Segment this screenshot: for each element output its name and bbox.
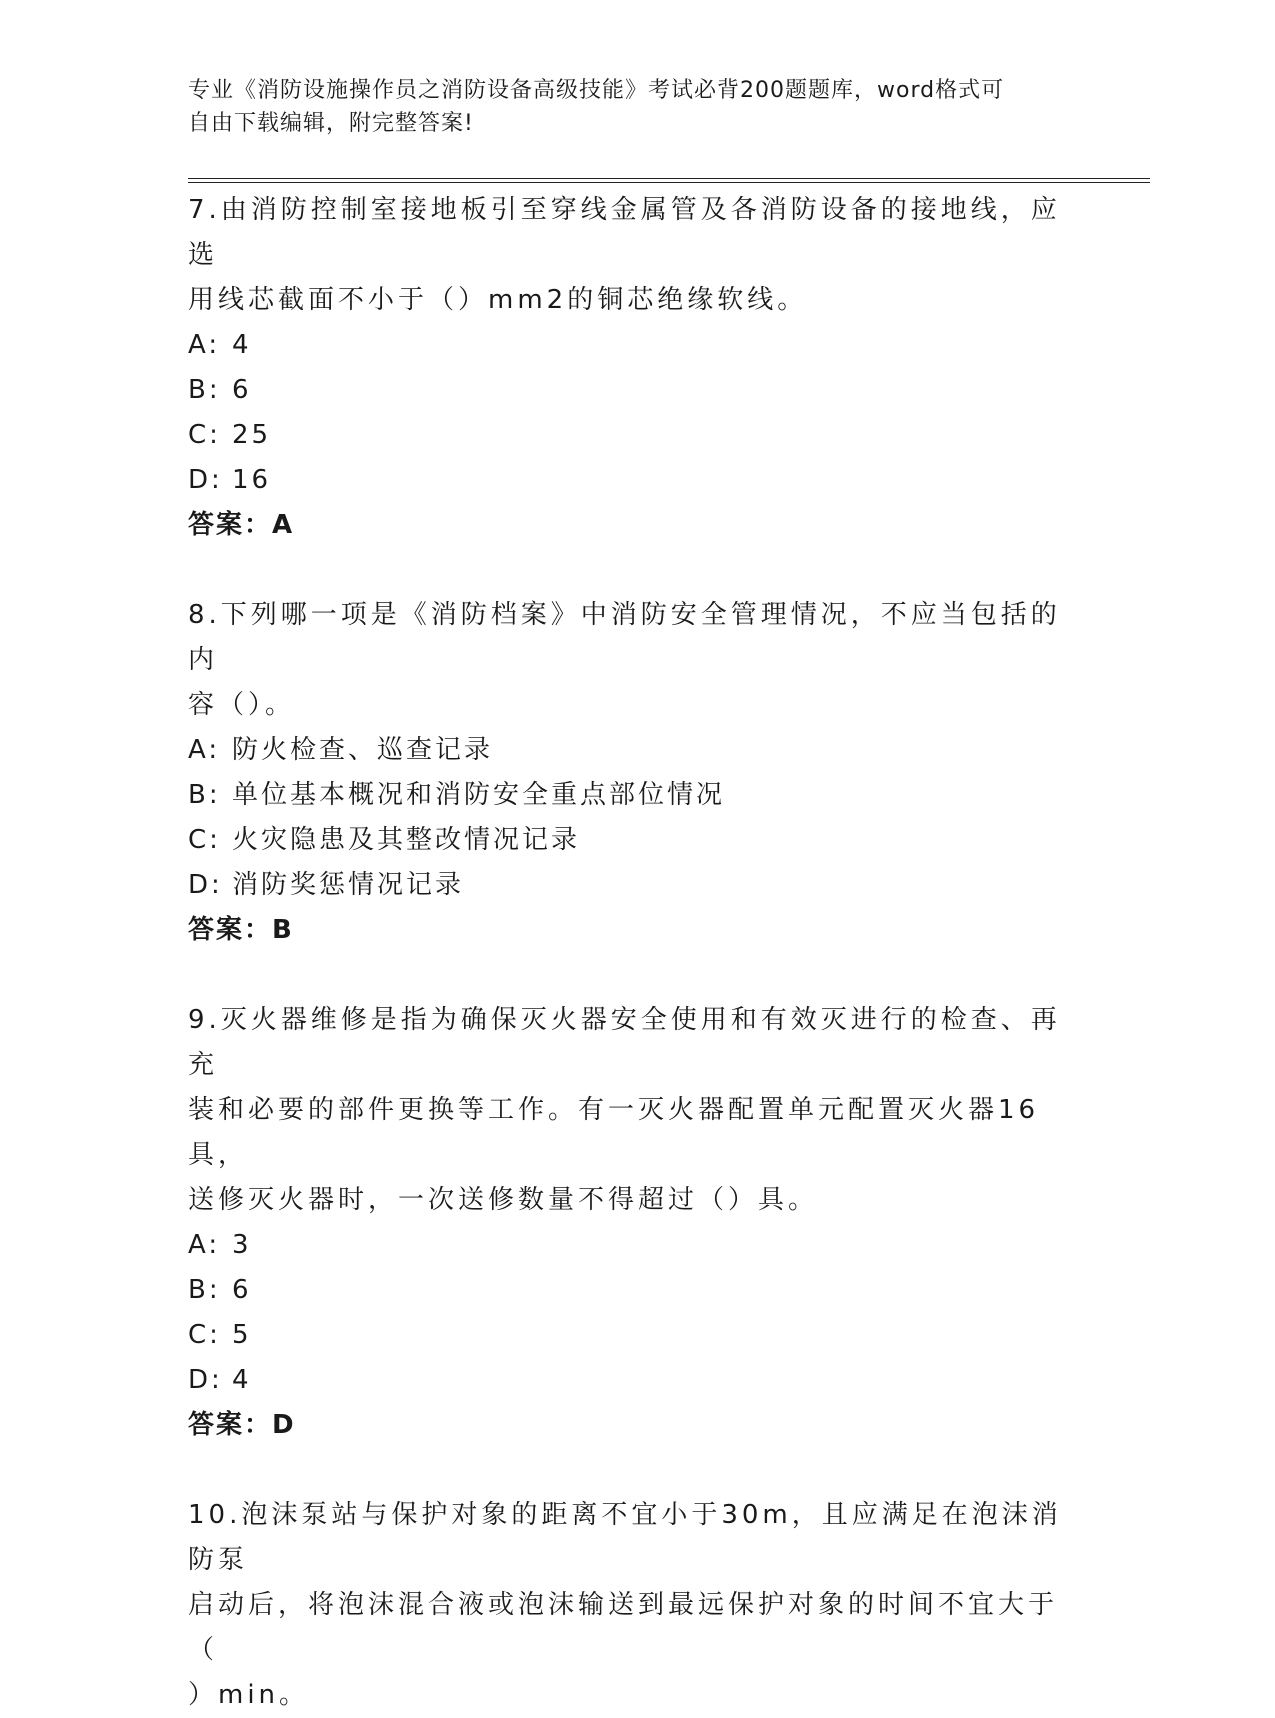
document-header <box>188 74 1068 140</box>
question-9 <box>188 998 1068 1448</box>
question-10 <box>188 1493 1068 1718</box>
option-letter: D: <box>188 870 223 900</box>
question-text-line: ）min。 <box>188 1680 310 1710</box>
header-line-1: 专业《消防设施操作员之消防设备高级技能》考试必背200题题库，word格式可 <box>188 78 1005 103</box>
option-a <box>188 323 1068 368</box>
question-spacer <box>188 953 1068 998</box>
option-letter: A: <box>188 1230 221 1260</box>
option-letter: C: <box>188 1320 221 1350</box>
question-spacer <box>188 548 1068 593</box>
question-text-line: 装和必要的部件更换等工作。有一灭火器配置单元配置灭火器16具， <box>188 1095 1040 1170</box>
question-text-line: 10.泡沫泵站与保护对象的距离不宜小于30m，且应满足在泡沫消防泵 <box>188 1500 1062 1575</box>
option-letter: C: <box>188 420 221 450</box>
option-b <box>188 368 1068 413</box>
option-letter: C: <box>188 825 221 855</box>
option-c <box>188 818 1068 863</box>
option-text: 4 <box>232 1365 252 1395</box>
option-letter: B: <box>188 1275 221 1305</box>
option-text: 3 <box>232 1230 252 1260</box>
option-letter: B: <box>188 780 221 810</box>
question-text-line: 送修灭火器时，一次送修数量不得超过（）具。 <box>188 1185 819 1215</box>
option-d <box>188 863 1068 908</box>
option-text: 25 <box>232 420 272 450</box>
option-c <box>188 413 1068 458</box>
option-c <box>188 1313 1068 1358</box>
option-a <box>188 728 1068 773</box>
option-text: 防火检查、巡查记录 <box>232 735 494 765</box>
answer-label: 答案：D <box>188 1410 296 1440</box>
option-text: 4 <box>232 330 252 360</box>
answer-label: 答案：B <box>188 915 294 945</box>
option-letter: A: <box>188 330 221 360</box>
option-text: 16 <box>232 465 272 495</box>
question-text-line: 7.由消防控制室接地板引至穿线金属管及各消防设备的接地线，应选 <box>188 195 1061 270</box>
answer-label: 答案：A <box>188 510 295 540</box>
question-text-line: 启动后，将泡沫混合液或泡沫输送到最远保护对象的时间不宜大于（ <box>188 1590 1059 1665</box>
question-spacer <box>188 1448 1068 1493</box>
header-divider <box>188 178 1150 183</box>
option-letter: A: <box>188 735 221 765</box>
option-b <box>188 1268 1068 1313</box>
option-text: 6 <box>232 1275 252 1305</box>
option-d <box>188 458 1068 503</box>
question-text-line: 用线芯截面不小于（）mm2的铜芯绝缘软线。 <box>188 285 808 315</box>
option-text: 6 <box>232 375 252 405</box>
option-b <box>188 773 1068 818</box>
question-text-line: 容（）。 <box>188 690 296 720</box>
question-7 <box>188 188 1068 548</box>
option-text: 单位基本概况和消防安全重点部位情况 <box>232 780 726 810</box>
question-list <box>188 188 1068 1718</box>
question-text-line: 9.灭火器维修是指为确保灭火器安全使用和有效灭进行的检查、再充 <box>188 1005 1061 1080</box>
header-line-2: 自由下载编辑，附完整答案! <box>188 111 474 136</box>
option-letter: B: <box>188 375 221 405</box>
option-text: 消防奖惩情况记录 <box>232 870 465 900</box>
option-text: 5 <box>232 1320 252 1350</box>
option-letter: D: <box>188 465 223 495</box>
option-letter: D: <box>188 1365 223 1395</box>
question-text-line: 8.下列哪一项是《消防档案》中消防安全管理情况，不应当包括的内 <box>188 600 1061 675</box>
question-8 <box>188 593 1068 953</box>
option-text: 火灾隐患及其整改情况记录 <box>232 825 581 855</box>
option-d <box>188 1358 1068 1403</box>
option-a <box>188 1223 1068 1268</box>
